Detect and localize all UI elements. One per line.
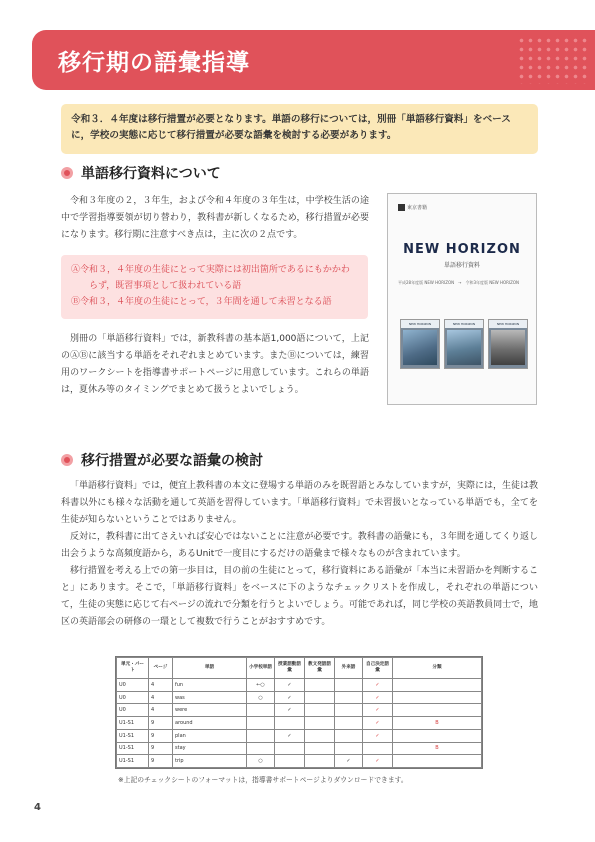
table-cell-c6	[393, 704, 482, 717]
key-points-box	[61, 255, 368, 319]
table-cell-c4	[335, 717, 363, 730]
table-cell-c5: ✓	[363, 691, 393, 704]
thumb-label: NEW HORIZON	[489, 320, 527, 328]
table-row	[117, 691, 482, 704]
section2-body	[61, 478, 538, 631]
section2-para2: 反対に，教科書に出てさえいれば安心ではないことに注意が必要です。教科書の語彙にも，３年間を通してくり返し出会うような高頻度語から，あるUnitで一度目にするだけの語彙まで様々なものが含まれています。	[61, 532, 538, 559]
page-number: 4	[34, 802, 41, 813]
table-cell-page: 9	[149, 729, 173, 742]
table-cell-unit: U1-S1	[117, 755, 149, 768]
book-edition-line: 平成28年度版 NEW HORIZON → 令和3年度版 NEW HORIZON	[398, 280, 520, 285]
table-cell-c5: ✓	[363, 679, 393, 692]
table-row	[117, 755, 482, 768]
table-row	[117, 679, 482, 692]
section2-para3: 移行措置を考える上での第一歩目は，目の前の生徒にとって，移行資料にある語彙が「本当に未習語かを判断すること」にあります。そこで，「単語移行資料」をベースに下のようなチェックリストを作成し，それぞれの単語について，生徒の実態に応じて右ページの流れで分類を行うとよいでしょう。可能であれば，同じ学校の英語教員同士で，地区の英語部会の研修の一環として複数で行うことがおすすめです。	[61, 566, 538, 627]
table-cell-page: 4	[149, 679, 173, 692]
point-b: Ⓑ令和３，４年度の生徒にとって，３年間を通して未習となる語	[71, 297, 332, 307]
book-title: NEW HORIZON	[403, 242, 521, 257]
table-cell-c2: ✓	[275, 679, 305, 692]
table-cell-unit: U0	[117, 679, 149, 692]
table-cell-page: 9	[149, 742, 173, 755]
section1-body	[61, 331, 369, 399]
dot-pattern	[517, 36, 587, 84]
table-cell-page: 9	[149, 755, 173, 768]
table-cell-word: trip	[173, 755, 247, 768]
publisher-name: 東京書籍	[407, 205, 428, 211]
col-header: 単元・パート	[117, 658, 149, 679]
textbook-thumb-3	[488, 319, 528, 369]
section2-heading	[61, 450, 263, 470]
publisher-logo	[398, 204, 427, 211]
thumb-photo	[491, 330, 525, 365]
section1-para2: 別冊の「単語移行資料」では，新教科書の基本語1,000語について，上記のⒶⒷに該当する単語をそれぞれまとめています。またⒷについては，練習用のワークシートを指導書サポートページに用意しています。これらの単語は，夏休み等のタイミングでまとめて扱うとよいでしょう。	[61, 334, 369, 395]
section2-title: 移行措置が必要な語彙の検討	[81, 453, 263, 469]
table-cell-c6: B	[393, 742, 482, 755]
table-cell-c3	[305, 729, 335, 742]
col-header: 授業語動語彙	[275, 658, 305, 679]
table-row	[117, 717, 482, 730]
bullet-icon	[61, 454, 73, 466]
table-cell-c5: ✓	[363, 704, 393, 717]
table-cell-c4: ✓	[335, 755, 363, 768]
col-header: 外来語	[335, 658, 363, 679]
table-row	[117, 704, 482, 717]
checklist-table	[115, 656, 483, 769]
table-row	[117, 729, 482, 742]
table-cell-page: 4	[149, 691, 173, 704]
bullet-icon	[61, 167, 73, 179]
table-cell-c1: ○	[247, 691, 275, 704]
publisher-mark-icon	[398, 204, 405, 211]
table-cell-c5: ✓	[363, 755, 393, 768]
textbook-thumb-1	[400, 319, 440, 369]
section1-intro	[61, 193, 369, 244]
table-cell-c6	[393, 729, 482, 742]
table-cell-c5: ✓	[363, 729, 393, 742]
table-cell-word: were	[173, 704, 247, 717]
table-cell-unit: U1-S1	[117, 717, 149, 730]
thumb-label: NEW HORIZON	[445, 320, 483, 328]
table-cell-c3	[305, 679, 335, 692]
table-cell-c2	[275, 717, 305, 730]
page-title: 移行期の語彙指導	[58, 50, 250, 76]
textbook-thumb-2	[444, 319, 484, 369]
section2-para1: 「単語移行資料」では，便宜上教科書の本文に登場する単語のみを既習語とみなしていますが，実際には，生徒は教科書以外にも様々な活動を通して英語を習得しています。「単語移行資料」で未習扱いとなっている単語でも，全てを生徒が知らないということではありません。	[61, 481, 539, 525]
col-header: ページ	[149, 658, 173, 679]
notice-box: 令和３．４年度は移行措置が必要となります。単語の移行については，別冊「単語移行資料」をベースに，学校の実態に応じて移行措置が必要な語彙を検討する必要があります。	[61, 104, 538, 154]
table-cell-c6	[393, 679, 482, 692]
table-cell-c2: ✓	[275, 729, 305, 742]
download-note: ※上記のチェックシートのフォーマットは，指導書サポートページよりダウンロードできます。	[118, 776, 408, 784]
col-header: 自己決定語彙	[363, 658, 393, 679]
table-cell-c2: ✓	[275, 704, 305, 717]
table-cell-word: plan	[173, 729, 247, 742]
table-cell-c3	[305, 704, 335, 717]
table-cell-word: was	[173, 691, 247, 704]
table-cell-c1: ○	[247, 755, 275, 768]
col-header: 単語	[173, 658, 247, 679]
table-cell-word: fun	[173, 679, 247, 692]
thumb-photo	[403, 330, 437, 365]
table-cell-c3	[305, 691, 335, 704]
table-cell-c2	[275, 742, 305, 755]
table-cell-unit: U0	[117, 704, 149, 717]
table-cell-c3	[305, 755, 335, 768]
col-header: 小学校単語	[247, 658, 275, 679]
col-header: 分類	[393, 658, 482, 679]
table-cell-c2	[275, 755, 305, 768]
checklist-header-row	[117, 658, 482, 679]
col-header: 教文発語語彙	[305, 658, 335, 679]
table-cell-page: 9	[149, 717, 173, 730]
table-cell-page: 4	[149, 704, 173, 717]
table-cell-c5: ✓	[363, 717, 393, 730]
table-cell-c6	[393, 691, 482, 704]
table-cell-c5	[363, 742, 393, 755]
table-cell-unit: U1-S1	[117, 742, 149, 755]
thumb-label: NEW HORIZON	[401, 320, 439, 328]
table-cell-c3	[305, 742, 335, 755]
table-cell-c4	[335, 679, 363, 692]
table-cell-c4	[335, 729, 363, 742]
table-cell-unit: U1-S1	[117, 729, 149, 742]
table-cell-c3	[305, 717, 335, 730]
table-row	[117, 742, 482, 755]
book-subtitle: 単語移行資料	[443, 262, 480, 269]
table-cell-c6: B	[393, 717, 482, 730]
table-cell-c1	[247, 704, 275, 717]
book-cover-image	[387, 193, 537, 405]
table-cell-word: stay	[173, 742, 247, 755]
section1-title: 単語移行資料について	[81, 166, 221, 182]
table-cell-c1	[247, 742, 275, 755]
table-cell-unit: U0	[117, 691, 149, 704]
page-header	[32, 30, 595, 90]
table-cell-c6	[393, 755, 482, 768]
table-cell-c4	[335, 691, 363, 704]
table-cell-c2: ✓	[275, 691, 305, 704]
table-cell-c4	[335, 704, 363, 717]
point-a: Ⓐ令和３，４年度の生徒にとって実際には初出箇所であるにもかかわらず，既習事項として扱われている語	[71, 265, 350, 291]
thumb-photo	[447, 330, 481, 365]
table-cell-word: around	[173, 717, 247, 730]
table-cell-c1: ←○	[247, 679, 275, 692]
table-cell-c1	[247, 717, 275, 730]
section1-para1: 令和３年度の２，３年生，および令和４年度の３年生は，中学校生活の途中で学習指導要領が切り替わり，教科書が新しくなるため，移行措置が必要になります。移行期に注意すべき点は，主に次の２点です。	[61, 196, 369, 240]
table-cell-c1	[247, 729, 275, 742]
section1-heading	[61, 163, 221, 183]
table-cell-c4	[335, 742, 363, 755]
